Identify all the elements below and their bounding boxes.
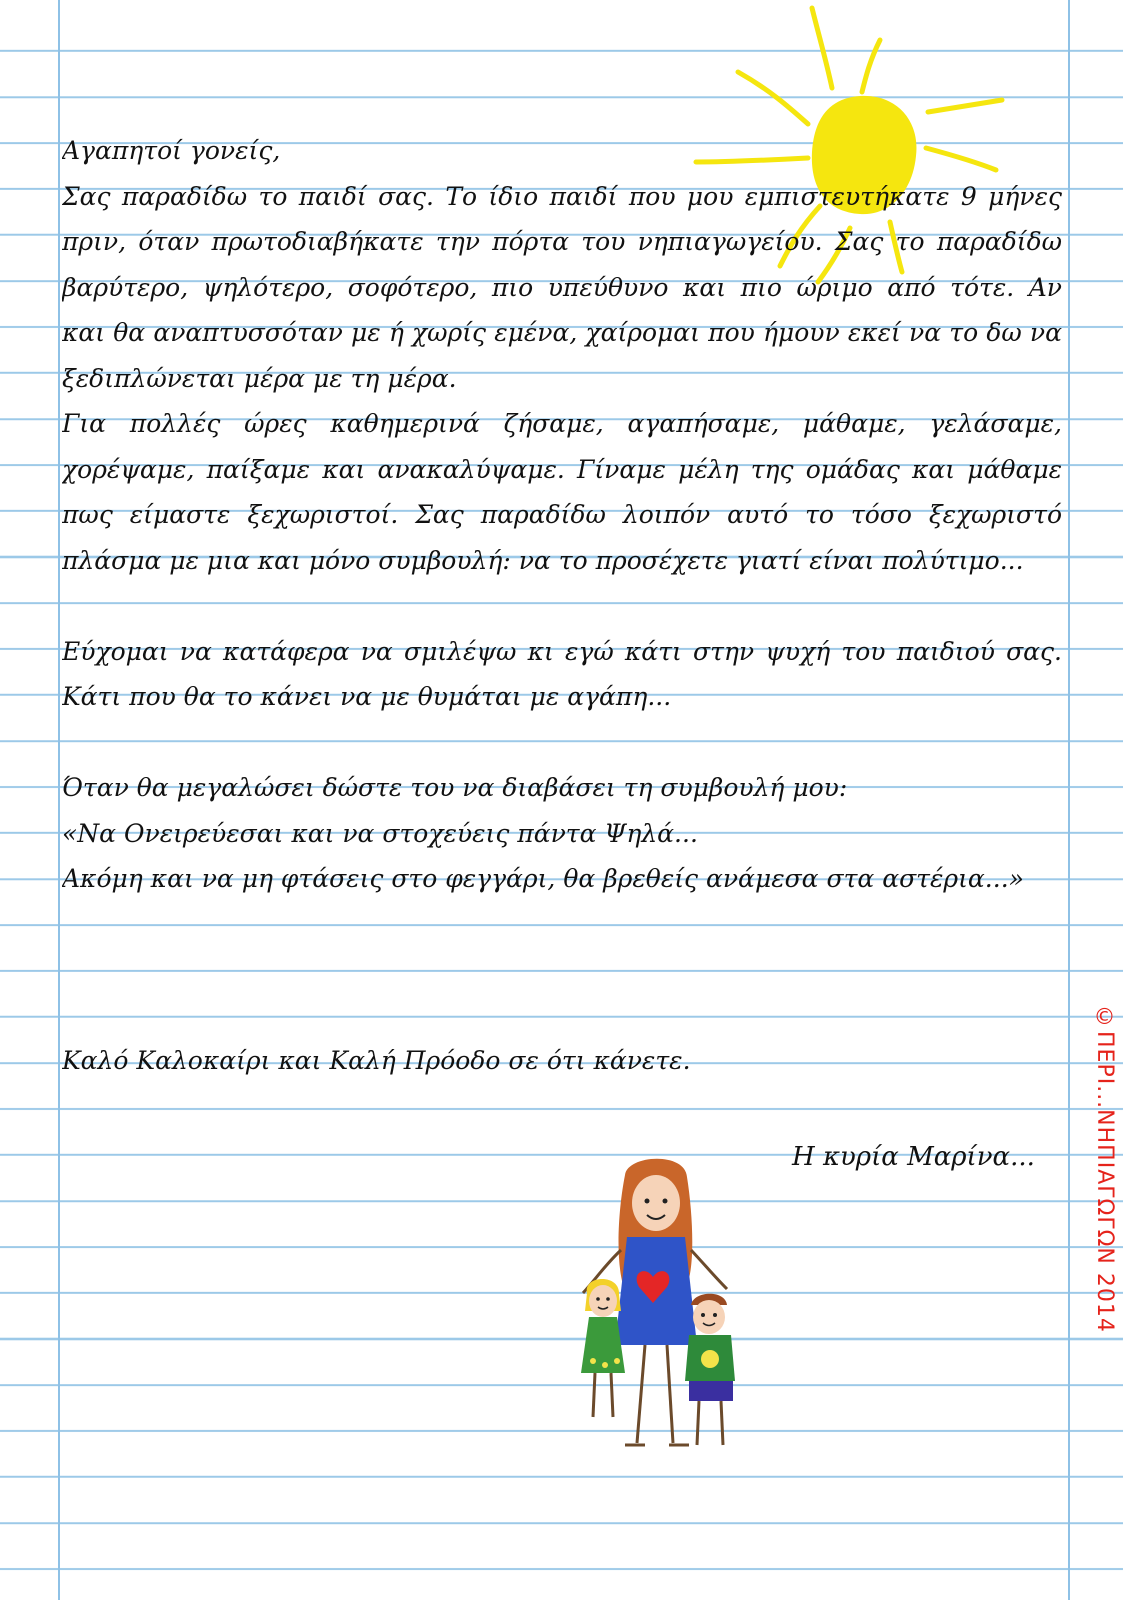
- paragraph-1-line-4: και θα αναπτυσσόταν με ή χωρίς εμένα, χαίρομαι που ήμουν εκεί να το δω να: [62, 318, 1062, 347]
- blank-line: [62, 902, 1062, 948]
- letter-body: [62, 128, 1062, 1084]
- paragraph-1-line-2: πριν, όταν πρωτοδιαβήκατε την πόρτα του νηπιαγωγείου. Σας το παραδίδω: [62, 227, 1062, 256]
- teacher-with-children-illustration: [565, 1155, 775, 1455]
- closing-line: Καλό Καλοκαίρι και Καλή Πρόοδο σε ότι κάνετε.: [62, 1046, 691, 1075]
- blank-line: [62, 947, 1062, 993]
- blank-line: [62, 720, 1062, 766]
- paragraph-4-line-2: «Να Ονειρεύεσαι και να στοχεύεις πάντα Ψηλά...: [62, 818, 698, 848]
- paragraph-1-line-1: Σας παραδίδω το παιδί σας. Το ίδιο παιδί που μου εμπιστευτήκατε 9 μήνες: [62, 181, 1062, 211]
- blank-line: [62, 993, 1062, 1039]
- paragraph-1-line-5: ξεδιπλώνεται μέρα με τη μέρα.: [62, 363, 457, 393]
- paragraph-4-line-3: Ακόμη και να μη φτάσεις στο φεγγάρι, θα βρεθείς ανάμεσα στα αστέρια...»: [62, 864, 1024, 893]
- left-margin-line: [58, 0, 60, 1600]
- greeting: Αγαπητοί γονείς,: [62, 136, 281, 165]
- paragraph-2-line-3: πως είμαστε ξεχωριστοί. Σας παραδίδω λοιπόν αυτό το τόσο ξεχωριστό: [62, 500, 1062, 529]
- signature: Η κυρία Μαρίνα...: [792, 1142, 1035, 1172]
- paragraph-2-line-1: Για πολλές ώρες καθημερινά ζήσαμε, αγαπήσαμε, μάθαμε, γελάσαμε,: [62, 409, 1062, 438]
- copyright-notice: ©ΠΕΡΙ...ΝΗΠΙΑΓΩΓΩΝ 2014: [1092, 1005, 1117, 1333]
- paragraph-4-line-1: Όταν θα μεγαλώσει δώστε του να διαβάσει τη συμβουλή μου:: [62, 773, 848, 802]
- paragraph-2-line-2: χορέψαμε, παίξαμε και ανακαλύψαμε. Γίναμε μέλη της ομάδας και μάθαμε: [62, 454, 1062, 484]
- paragraph-3-line-1: Εύχομαι να κατάφερα να σμιλέψω κι εγώ κάτι στην ψυχή του παιδιού σας.: [62, 636, 1062, 666]
- paragraph-3-line-2: Κάτι που θα το κάνει να με θυμάται με αγάπη...: [62, 682, 672, 711]
- blank-line: [62, 583, 1062, 629]
- paragraph-1-line-3: βαρύτερο, ψηλότερο, σοφότερο, πιο υπεύθυνο και πιο ώριμο από τότε. Αν: [62, 272, 1062, 302]
- paragraph-2-line-4: πλάσμα με μια και μόνο συμβουλή: να το προσέχετε γιατί είναι πολύτιμο...: [62, 545, 1024, 575]
